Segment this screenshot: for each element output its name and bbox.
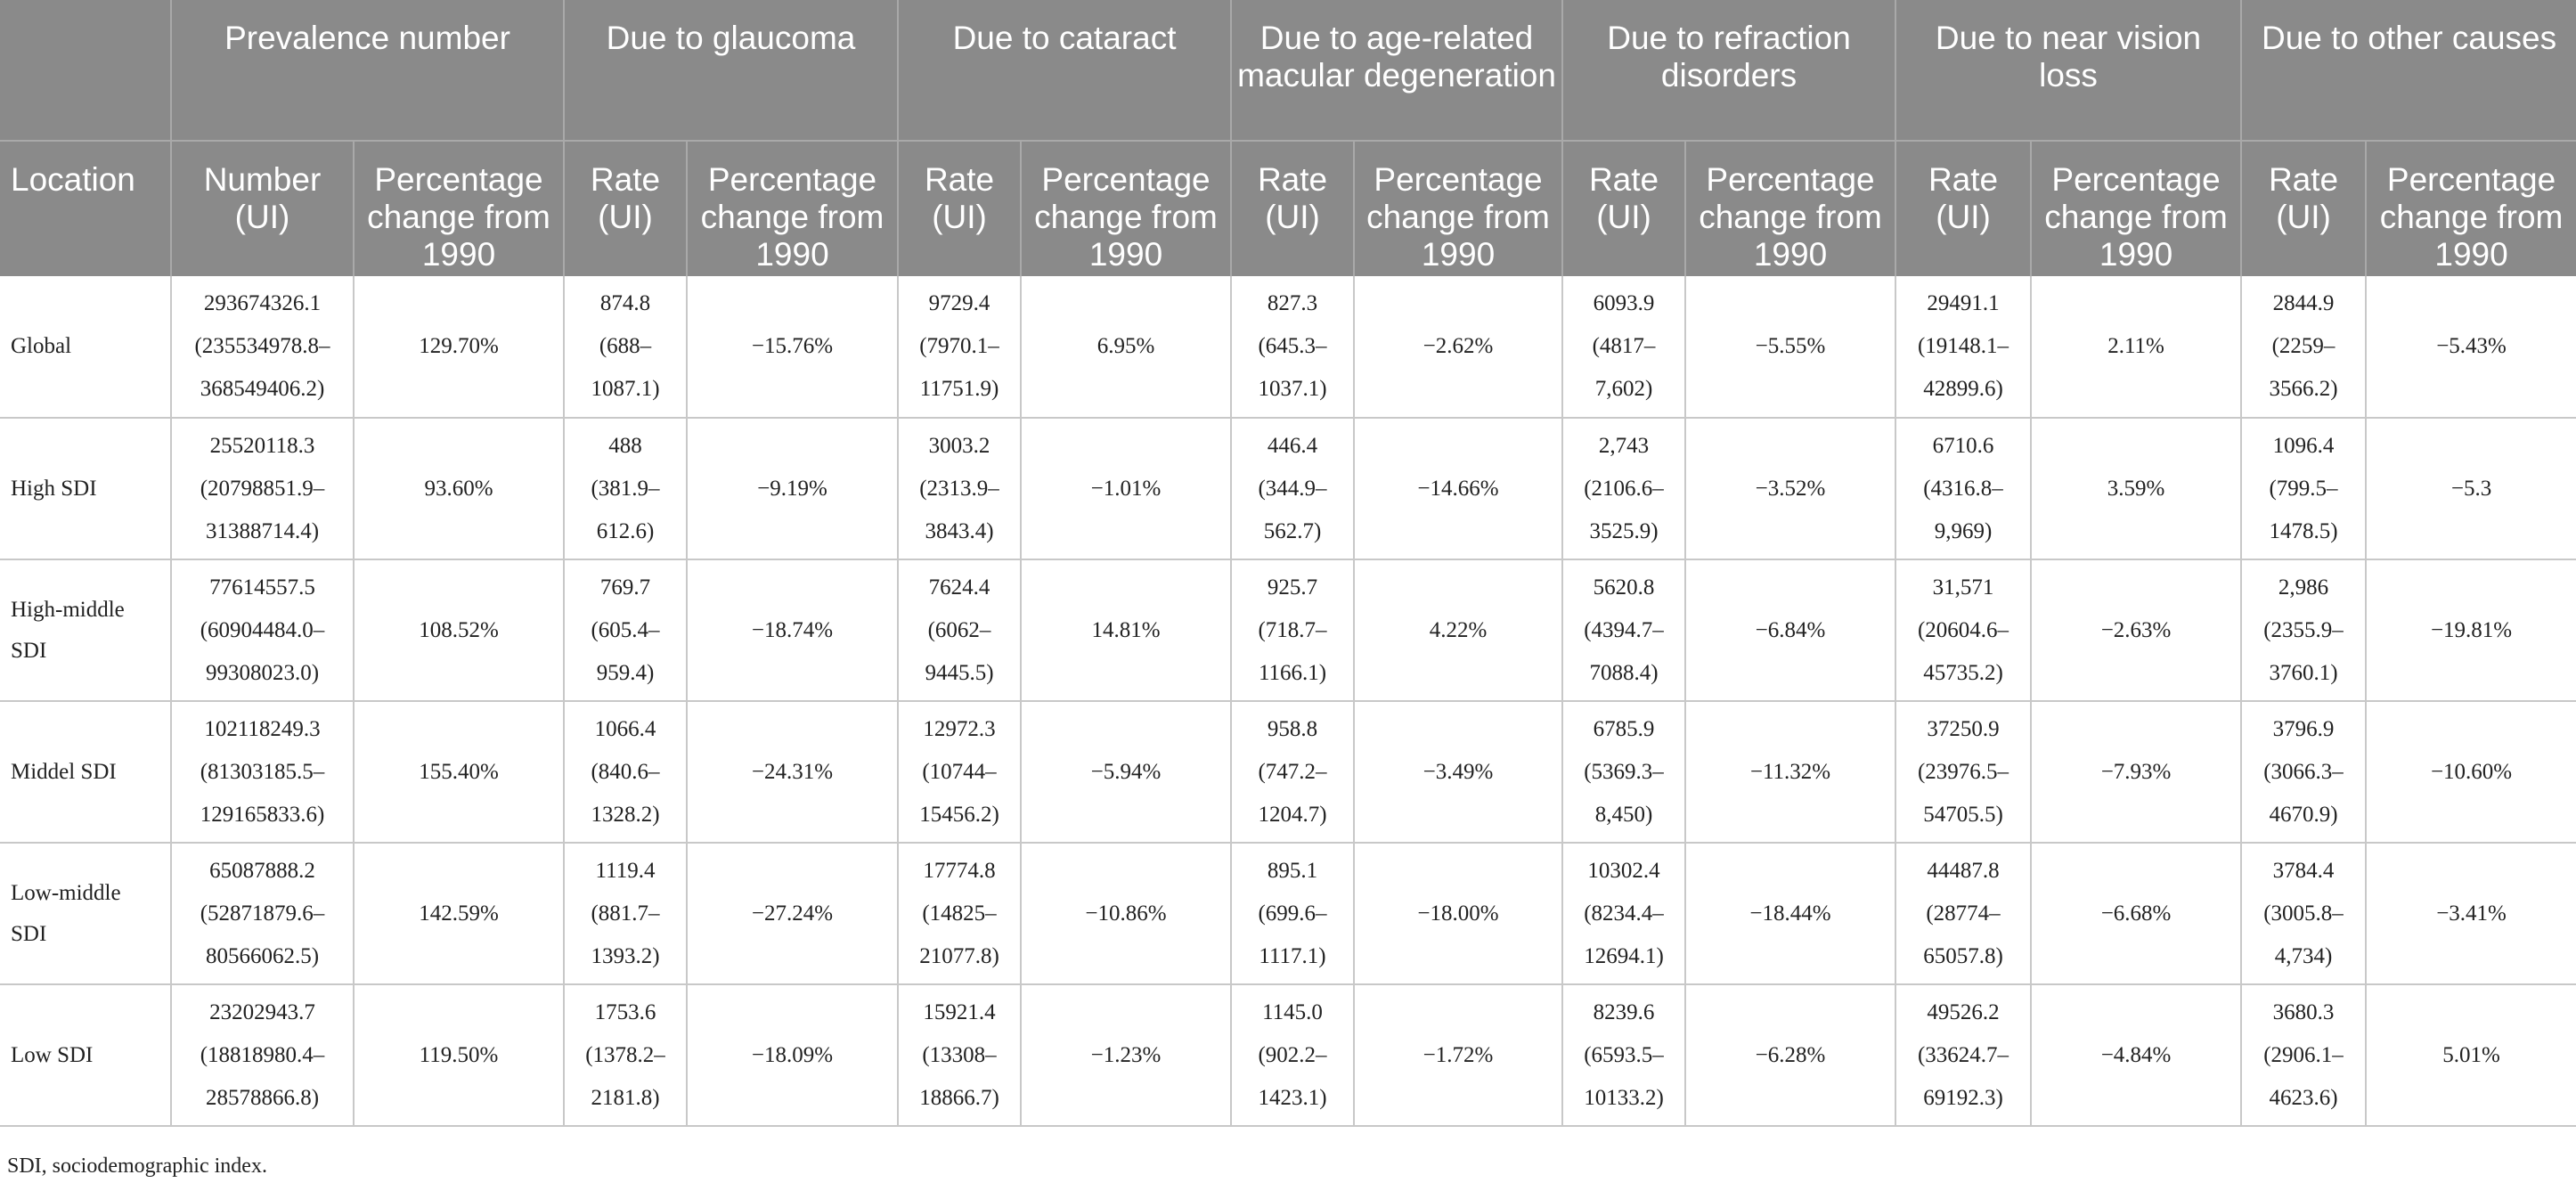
- cell-text: (8234.4–: [1584, 901, 1664, 926]
- column-header: Rate (UI): [1562, 141, 1685, 276]
- cell-text: 77614557.5: [209, 575, 315, 600]
- table-cell: [1562, 418, 1685, 559]
- cell-text: 1117.1): [1259, 943, 1326, 968]
- table-row: [0, 701, 2576, 843]
- cell-text: −3.41%: [2436, 901, 2507, 926]
- cell-text: −1.01%: [1090, 476, 1162, 501]
- column-header: Percentage change from 1990: [354, 141, 564, 276]
- cell-text: 7088.4): [1589, 660, 1659, 685]
- column-header: Rate (UI): [2241, 141, 2366, 276]
- location-cell: [0, 984, 171, 1126]
- cell-text: −10.60%: [2430, 759, 2513, 784]
- group-header-amd: Due to age-related macular degeneration: [1231, 0, 1562, 141]
- table-cell: [1231, 984, 1354, 1126]
- table-cell: [2031, 701, 2241, 843]
- cell-text: (2313.9–: [919, 476, 999, 501]
- cell-text: (81303185.5–: [200, 759, 325, 784]
- table-cell: [171, 701, 354, 843]
- cell-text: 3003.2: [928, 433, 990, 458]
- cell-text: (6062–: [927, 617, 991, 642]
- cell-text: −1.23%: [1090, 1042, 1162, 1067]
- cell-text: 54705.5): [1923, 802, 2003, 827]
- table-cell: [2241, 984, 2366, 1126]
- cell-text: 80566062.5): [205, 943, 320, 968]
- cell-text: 17774.8: [923, 858, 996, 883]
- cell-text: −6.68%: [2100, 901, 2172, 926]
- cell-text: 10302.4: [1587, 858, 1660, 883]
- table-body: [0, 276, 2576, 1126]
- table-cell: [354, 984, 564, 1126]
- cell-text: (10744–: [922, 759, 997, 784]
- table-cell: [1562, 984, 1685, 1126]
- cell-text: 12694.1): [1584, 943, 1664, 968]
- table-cell: [1895, 701, 2031, 843]
- cell-text: 15456.2): [919, 802, 999, 827]
- cell-text: 119.50%: [419, 1042, 499, 1067]
- cell-text: 1087.1): [591, 377, 660, 401]
- cell-text: (13308–: [922, 1042, 997, 1067]
- cell-text: (2259–: [2271, 334, 2336, 358]
- cell-text: (3005.8–: [2263, 901, 2344, 926]
- cell-text: 3796.9: [2272, 716, 2335, 741]
- table-cell: [898, 984, 1021, 1126]
- table-cell: [2031, 276, 2241, 418]
- location-text: SDI: [11, 638, 47, 663]
- cell-text: 11751.9): [919, 377, 999, 401]
- table-cell: [687, 276, 898, 418]
- cell-text: 769.7: [599, 575, 651, 600]
- table-cell: [1685, 276, 1895, 418]
- cell-text: (344.9–: [1258, 476, 1327, 501]
- cell-text: 49526.2: [1927, 999, 2000, 1024]
- cell-text: 129165833.6): [200, 802, 325, 827]
- cell-text: 3843.4): [925, 518, 994, 543]
- table-cell: [2366, 701, 2576, 843]
- cell-text: (747.2–: [1258, 759, 1327, 784]
- cell-text: 2181.8): [591, 1085, 660, 1110]
- cell-text: (688–: [599, 334, 652, 358]
- table-cell: [1021, 559, 1231, 701]
- table-cell: [564, 418, 687, 559]
- cell-text: 9445.5): [925, 660, 994, 685]
- cell-text: (5369.3–: [1584, 759, 1664, 784]
- table-cell: [687, 984, 898, 1126]
- column-header: Rate (UI): [898, 141, 1021, 276]
- cell-text: 21077.8): [919, 943, 999, 968]
- location-text: Low-middle: [11, 880, 121, 905]
- table-cell: [2031, 843, 2241, 984]
- table-footnote: SDI, sociodemographic index.: [7, 1154, 267, 1178]
- cell-text: −3.49%: [1423, 759, 1494, 784]
- cell-text: 3680.3: [2272, 999, 2335, 1024]
- cell-text: 65087888.2: [209, 858, 315, 883]
- column-header: Number (UI): [171, 141, 354, 276]
- cell-text: (19148.1–: [1917, 334, 2009, 358]
- cell-text: 9,969): [1934, 518, 1993, 543]
- cell-text: (20798851.9–: [200, 476, 325, 501]
- location-cell: [0, 559, 171, 701]
- table-cell: [898, 843, 1021, 984]
- table-cell: [2366, 276, 2576, 418]
- group-header-row: [0, 0, 2576, 141]
- column-header: Percentage change from 1990: [1021, 141, 1231, 276]
- cell-text: 2,743: [1598, 433, 1650, 458]
- cell-text: −2.63%: [2100, 617, 2172, 642]
- table-cell: [1895, 984, 2031, 1126]
- cell-text: 2,986: [2278, 575, 2329, 600]
- table-cell: [564, 984, 687, 1126]
- cell-text: (28774–: [1926, 901, 2001, 926]
- table-cell: [898, 701, 1021, 843]
- table-cell: [1895, 418, 2031, 559]
- table-cell: [1562, 701, 1685, 843]
- cell-text: (605.4–: [591, 617, 660, 642]
- cell-text: 25520118.3: [209, 433, 315, 458]
- table-cell: [1562, 276, 1685, 418]
- table-cell: [1685, 701, 1895, 843]
- table-cell: [687, 843, 898, 984]
- location-text: Global: [11, 334, 72, 358]
- cell-text: 6785.9: [1593, 716, 1655, 741]
- table-cell: [1354, 276, 1562, 418]
- cell-text: 874.8: [599, 291, 651, 315]
- location-text: SDI: [11, 921, 47, 946]
- cell-text: 1096.4: [2272, 433, 2335, 458]
- location-text: Low SDI: [11, 1042, 94, 1067]
- cell-text: 3525.9): [1589, 518, 1659, 543]
- group-header-cataract: Due to cataract: [898, 0, 1231, 141]
- cell-text: 1478.5): [2269, 518, 2338, 543]
- cell-text: −5.3: [2450, 476, 2492, 501]
- column-header: Percentage change from 1990: [1685, 141, 1895, 276]
- table-cell: [1895, 276, 2031, 418]
- cell-text: 1145.0: [1262, 999, 1323, 1024]
- cell-text: 488: [608, 433, 642, 458]
- cell-text: 37250.9: [1927, 716, 2000, 741]
- table-cell: [2241, 276, 2366, 418]
- table-cell: [687, 418, 898, 559]
- cell-text: −4.84%: [2100, 1042, 2172, 1067]
- cell-text: −9.19%: [757, 476, 827, 501]
- column-header: Percentage change from 1990: [2031, 141, 2241, 276]
- cell-text: 6.95%: [1096, 334, 1155, 358]
- cell-text: −1.72%: [1423, 1042, 1494, 1067]
- table-cell: [354, 418, 564, 559]
- cell-text: 31,571: [1932, 575, 1994, 600]
- cell-text: −24.31%: [751, 759, 834, 784]
- cell-text: 3784.4: [2272, 858, 2335, 883]
- table-cell: [1231, 701, 1354, 843]
- cell-text: (4817–: [1592, 334, 1656, 358]
- cell-text: 10133.2): [1584, 1085, 1664, 1110]
- table-cell: [2031, 418, 2241, 559]
- cell-text: 1328.2): [591, 802, 660, 827]
- table-cell: [1354, 984, 1562, 1126]
- column-header: Percentage change from 1990: [1354, 141, 1562, 276]
- cell-text: 15921.4: [923, 999, 996, 1024]
- cell-text: −14.66%: [1417, 476, 1499, 501]
- cell-text: 4670.9): [2269, 802, 2338, 827]
- cell-text: −5.43%: [2436, 334, 2507, 358]
- table-cell: [2241, 559, 2366, 701]
- table-cell: [1895, 843, 2031, 984]
- cell-text: 45735.2): [1923, 660, 2003, 685]
- cell-text: 1037.1): [1258, 377, 1327, 401]
- table-cell: [2031, 984, 2241, 1126]
- table-cell: [898, 418, 1021, 559]
- group-header-glaucoma: Due to glaucoma: [564, 0, 898, 141]
- cell-text: 1166.1): [1258, 660, 1327, 685]
- cell-text: −15.76%: [751, 334, 834, 358]
- cell-text: 155.40%: [419, 759, 499, 784]
- cell-text: 5.01%: [2442, 1042, 2500, 1067]
- table-cell: [171, 276, 354, 418]
- cell-text: −18.44%: [1749, 901, 1831, 926]
- location-cell: [0, 418, 171, 559]
- table-cell: [1354, 418, 1562, 559]
- cell-text: −7.93%: [2100, 759, 2172, 784]
- cell-text: 4.22%: [1429, 617, 1488, 642]
- group-header-refraction: Due to refraction disorders: [1562, 0, 1895, 141]
- group-header-blank: [0, 0, 171, 141]
- column-header: Rate (UI): [1231, 141, 1354, 276]
- table-cell: [2241, 701, 2366, 843]
- cell-text: 293674326.1: [203, 291, 322, 315]
- cell-text: 1423.1): [1258, 1085, 1327, 1110]
- cell-text: (1378.2–: [585, 1042, 665, 1067]
- location-cell: [0, 843, 171, 984]
- table-row: [0, 559, 2576, 701]
- table-cell: [687, 559, 898, 701]
- cell-text: (718.7–: [1258, 617, 1327, 642]
- table-cell: [354, 559, 564, 701]
- cell-text: (799.5–: [2269, 476, 2338, 501]
- table-cell: [2366, 559, 2576, 701]
- cell-text: (840.6–: [591, 759, 660, 784]
- cell-text: 2.11%: [2107, 334, 2164, 358]
- cell-text: −3.52%: [1755, 476, 1826, 501]
- cell-text: 7,602): [1594, 377, 1653, 401]
- cell-text: (52871879.6–: [200, 901, 325, 926]
- cell-text: 69192.3): [1923, 1085, 2003, 1110]
- cell-text: 3566.2): [2269, 377, 2338, 401]
- cell-text: (23976.5–: [1917, 759, 2009, 784]
- table-cell: [354, 843, 564, 984]
- table-cell: [564, 559, 687, 701]
- table-row: [0, 276, 2576, 418]
- cell-text: (2906.1–: [2263, 1042, 2344, 1067]
- table-cell: [2366, 418, 2576, 559]
- cell-text: 4,734): [2274, 943, 2333, 968]
- cell-text: 1119.4: [595, 858, 656, 883]
- table-cell: [1354, 843, 1562, 984]
- cell-text: 5620.8: [1593, 575, 1655, 600]
- cell-text: −2.62%: [1423, 334, 1494, 358]
- table-cell: [564, 276, 687, 418]
- cell-text: 1066.4: [594, 716, 656, 741]
- table-cell: [1021, 276, 1231, 418]
- cell-text: 28578866.8): [205, 1085, 320, 1110]
- cell-text: −5.94%: [1090, 759, 1162, 784]
- location-cell: [0, 701, 171, 843]
- table-cell: [2366, 843, 2576, 984]
- cell-text: 1204.7): [1258, 802, 1327, 827]
- cell-text: 827.3: [1267, 291, 1318, 315]
- cell-text: 42899.6): [1923, 377, 2003, 401]
- table-row: [0, 984, 2576, 1126]
- location-cell: [0, 276, 171, 418]
- cell-text: 3760.1): [2269, 660, 2338, 685]
- cell-text: 18866.7): [919, 1085, 999, 1110]
- cell-text: (14825–: [922, 901, 997, 926]
- table-cell: [354, 276, 564, 418]
- table-cell: [2241, 843, 2366, 984]
- cell-text: −5.55%: [1755, 334, 1826, 358]
- table-row: [0, 418, 2576, 559]
- table-cell: [1231, 276, 1354, 418]
- cell-text: 562.7): [1263, 518, 1322, 543]
- group-header-other: Due to other causes: [2241, 0, 2576, 141]
- table-cell: [1231, 418, 1354, 559]
- cell-text: (2355.9–: [2263, 617, 2344, 642]
- table-cell: [171, 559, 354, 701]
- table-cell: [1021, 984, 1231, 1126]
- cell-text: (902.2–: [1258, 1042, 1327, 1067]
- cell-text: 9729.4: [928, 291, 990, 315]
- column-header-location: Location: [0, 141, 171, 276]
- cell-text: 29491.1: [1927, 291, 2000, 315]
- column-header: Percentage change from 1990: [687, 141, 898, 276]
- table-cell: [1021, 418, 1231, 559]
- table-cell: [1685, 559, 1895, 701]
- location-text: High SDI: [11, 476, 97, 501]
- cell-text: (20604.6–: [1917, 617, 2009, 642]
- group-header-near-vision: Due to near vision loss: [1895, 0, 2241, 141]
- sub-header-row: [0, 141, 2576, 276]
- cell-text: 3.59%: [2107, 476, 2165, 501]
- table-cell: [1231, 559, 1354, 701]
- cell-text: 895.1: [1267, 858, 1318, 883]
- location-text: High-middle: [11, 597, 125, 622]
- column-header: Rate (UI): [1895, 141, 2031, 276]
- table-cell: [2031, 559, 2241, 701]
- cell-text: −10.86%: [1085, 901, 1167, 926]
- table-cell: [898, 276, 1021, 418]
- table-cell: [564, 843, 687, 984]
- cell-text: (60904484.0–: [200, 617, 325, 642]
- column-header: Percentage change from 1990: [2366, 141, 2576, 276]
- table-row: [0, 843, 2576, 984]
- cell-text: (3066.3–: [2263, 759, 2344, 784]
- cell-text: (699.6–: [1258, 901, 1327, 926]
- cell-text: −18.09%: [751, 1042, 834, 1067]
- table-cell: [1354, 559, 1562, 701]
- table-cell: [1685, 843, 1895, 984]
- table-cell: [687, 701, 898, 843]
- table-cell: [171, 418, 354, 559]
- table-cell: [1021, 701, 1231, 843]
- cell-text: 925.7: [1267, 575, 1318, 600]
- cell-text: (4394.7–: [1584, 617, 1664, 642]
- cell-text: (7970.1–: [919, 334, 999, 358]
- cell-text: 4623.6): [2269, 1085, 2338, 1110]
- table-cell: [1231, 843, 1354, 984]
- cell-text: −19.81%: [2430, 617, 2513, 642]
- cell-text: 446.4: [1267, 433, 1318, 458]
- cell-text: 959.4): [596, 660, 655, 685]
- group-header-prevalence: Prevalence number: [171, 0, 564, 141]
- cell-text: (18818980.4–: [200, 1042, 325, 1067]
- cell-text: 99308023.0): [205, 660, 320, 685]
- cell-text: 6710.6: [1932, 433, 1994, 458]
- column-header: Rate (UI): [564, 141, 687, 276]
- table-cell: [898, 559, 1021, 701]
- cell-text: −27.24%: [751, 901, 834, 926]
- cell-text: −6.28%: [1755, 1042, 1826, 1067]
- table-cell: [354, 701, 564, 843]
- cell-text: (645.3–: [1258, 334, 1327, 358]
- cell-text: 14.81%: [1091, 617, 1161, 642]
- table-cell: [1895, 559, 2031, 701]
- cell-text: −6.84%: [1755, 617, 1826, 642]
- cell-text: 8,450): [1594, 802, 1653, 827]
- table-cell: [564, 701, 687, 843]
- cell-text: (4316.8–: [1923, 476, 2003, 501]
- cell-text: 1393.2): [591, 943, 660, 968]
- table-cell: [1562, 559, 1685, 701]
- table-cell: [1021, 843, 1231, 984]
- cell-text: 31388714.4): [205, 518, 320, 543]
- cell-text: (6593.5–: [1584, 1042, 1664, 1067]
- cell-text: 6093.9: [1593, 291, 1655, 315]
- cell-text: 65057.8): [1923, 943, 2003, 968]
- cell-text: 2844.9: [2272, 291, 2335, 315]
- table-cell: [2366, 984, 2576, 1126]
- cell-text: (33624.7–: [1917, 1042, 2009, 1067]
- table-cell: [1685, 418, 1895, 559]
- cell-text: (381.9–: [591, 476, 660, 501]
- cell-text: −18.74%: [751, 617, 834, 642]
- cell-text: 44487.8: [1927, 858, 2000, 883]
- table-cell: [1354, 701, 1562, 843]
- cell-text: 368549406.2): [200, 377, 325, 401]
- table-cell: [1562, 843, 1685, 984]
- cell-text: −11.32%: [1749, 759, 1831, 784]
- table-cell: [2241, 418, 2366, 559]
- cell-text: 612.6): [596, 518, 655, 543]
- table-cell: [1685, 984, 1895, 1126]
- cell-text: 8239.6: [1593, 999, 1655, 1024]
- cell-text: 93.60%: [424, 476, 493, 501]
- cell-text: −18.00%: [1417, 901, 1499, 926]
- table-cell: [171, 984, 354, 1126]
- cell-text: 1753.6: [594, 999, 656, 1024]
- cell-text: (881.7–: [591, 901, 660, 926]
- cell-text: 102118249.3: [204, 716, 321, 741]
- cell-text: 958.8: [1267, 716, 1318, 741]
- cell-text: 12972.3: [923, 716, 996, 741]
- cell-text: 142.59%: [419, 901, 499, 926]
- location-text: Middel SDI: [11, 759, 117, 784]
- cell-text: (2106.6–: [1584, 476, 1664, 501]
- cell-text: 7624.4: [928, 575, 990, 600]
- cell-text: 23202943.7: [209, 999, 315, 1024]
- table-cell: [171, 843, 354, 984]
- cell-text: 108.52%: [419, 617, 499, 642]
- cell-text: 129.70%: [419, 334, 499, 358]
- cell-text: (235534978.8–: [194, 334, 330, 358]
